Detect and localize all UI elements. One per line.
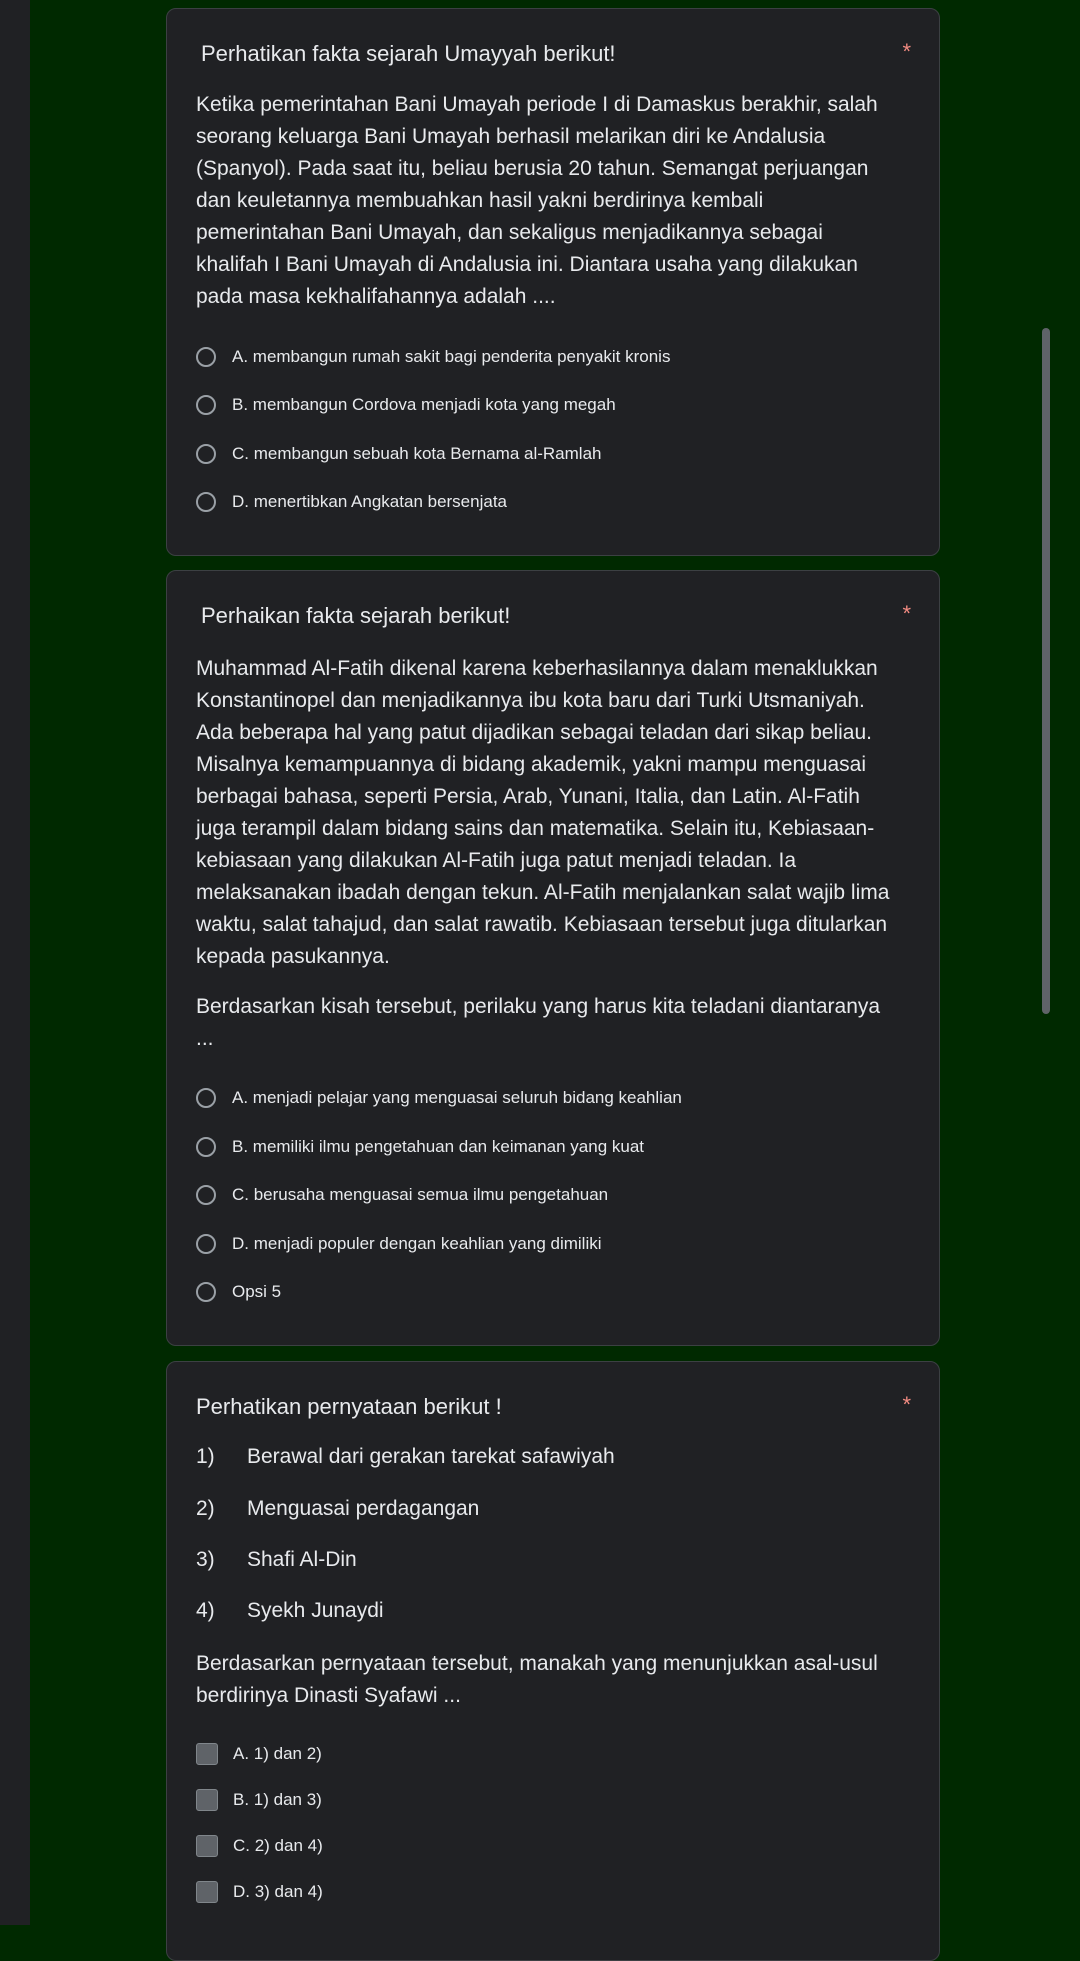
text-line: seorang keluarga Bani Umayah berhasil melarikan diri ke Andalusia — [196, 125, 826, 148]
question-card-1 — [166, 8, 940, 556]
statement-number: 2) — [196, 1497, 215, 1520]
option-label: B. memiliki ilmu pengetahuan dan keimanan yang kuat — [232, 1137, 645, 1156]
checkbox-icon[interactable] — [196, 1881, 218, 1903]
option-label: C. 2) dan 4) — [233, 1836, 323, 1855]
text-line: kebiasaan yang dilakukan Al-Fatih juga patut menjadi teladan. Ia — [196, 849, 797, 872]
text-line: Berdasarkan kisah tersebut, perilaku yang harus kita teladani diantaranya — [196, 995, 881, 1018]
statement-text: Syekh Junaydi — [247, 1599, 384, 1622]
required-asterisk: * — [902, 601, 911, 626]
statement-number: 3) — [196, 1548, 215, 1571]
statement-number: 1) — [196, 1445, 215, 1468]
statement-text: Shafi Al-Din — [247, 1548, 357, 1571]
required-asterisk: * — [902, 39, 911, 64]
radio-option-c[interactable] — [196, 439, 601, 469]
question-text — [196, 653, 916, 973]
radio-circle-icon[interactable] — [196, 1185, 216, 1205]
text-line: ... — [196, 1027, 214, 1050]
text-line: pada masa kekhalifahannya adalah .... — [196, 285, 556, 308]
statement-item — [196, 1497, 479, 1521]
option-label: A. 1) dan 2) — [233, 1744, 322, 1763]
question-title: Perhatikan pernyataan berikut ! — [196, 1394, 502, 1419]
statement-item — [196, 1548, 357, 1572]
vertical-scrollbar[interactable] — [1042, 328, 1050, 1014]
radio-option-c[interactable] — [196, 1180, 608, 1210]
option-label: A. menjadi pelajar yang menguasai seluruh bidang keahlian — [232, 1088, 682, 1107]
text-line: Ketika pemerintahan Bani Umayah periode I di Damaskus berakhir, salah — [196, 93, 878, 116]
option-label: Opsi 5 — [232, 1282, 282, 1301]
text-line: Konstantinopel dan menjadikannya ibu kota baru dari Turki Utsmaniyah. — [196, 689, 865, 712]
radio-option-5[interactable] — [196, 1277, 281, 1307]
statement-text: Menguasai perdagangan — [247, 1497, 480, 1520]
text-line: berdirinya Dinasti Syafawi ... — [196, 1684, 461, 1707]
required-asterisk: * — [902, 1392, 911, 1417]
radio-circle-icon[interactable] — [196, 347, 216, 367]
radio-option-d[interactable] — [196, 1229, 602, 1259]
option-label: D. 3) dan 4) — [233, 1882, 323, 1901]
radio-option-a[interactable] — [196, 1083, 682, 1113]
radio-circle-icon[interactable] — [196, 444, 216, 464]
question-prompt — [196, 1648, 916, 1712]
radio-circle-icon[interactable] — [196, 1088, 216, 1108]
option-label: B. 1) dan 3) — [233, 1790, 322, 1809]
option-label: B. membangun Cordova menjadi kota yang megah — [232, 395, 616, 414]
checkbox-icon[interactable] — [196, 1835, 218, 1857]
option-label: D. menjadi populer dengan keahlian yang dimiliki — [232, 1234, 602, 1253]
radio-circle-icon[interactable] — [196, 1137, 216, 1157]
text-line: berbagai bahasa, seperti Persia, Arab, Yunani, Italia, dan Latin. Al-Fatih — [196, 785, 860, 808]
checkbox-option-b[interactable] — [196, 1785, 322, 1815]
checkbox-icon[interactable] — [196, 1743, 218, 1765]
radio-option-b[interactable] — [196, 1132, 644, 1162]
text-line: khalifah I Bani Umayah di Andalusia ini. Diantara usaha yang dilakukan — [196, 253, 858, 276]
radio-circle-icon[interactable] — [196, 492, 216, 512]
radio-circle-icon[interactable] — [196, 1282, 216, 1302]
text-line: dan keuletannya membuahkan hasil yakni berdirinya kembali — [196, 189, 764, 212]
statement-number: 4) — [196, 1599, 215, 1622]
text-line: waktu, salat tahajud, dan salat rawatib. Kebiasaan tersebut juga ditularkan — [196, 913, 888, 936]
text-line: Misalnya kemampuannya di bidang akademik, yakni mampu menguasai — [196, 753, 867, 776]
text-line: Berdasarkan pernyataan tersebut, manakah yang menunjukkan asal-usul — [196, 1652, 878, 1675]
question-title: Perhatikan fakta sejarah Umayyah berikut! — [201, 41, 616, 66]
text-line: (Spanyol). Pada saat itu, beliau berusia 20 tahun. Semangat perjuangan — [196, 157, 869, 180]
checkbox-option-a[interactable] — [196, 1739, 322, 1769]
text-line: pemerintahan Bani Umayah, dan sekaligus menjadikannya sebagai — [196, 221, 823, 244]
option-label: D. menertibkan Angkatan bersenjata — [232, 492, 508, 511]
left-margin-strip — [0, 0, 30, 1925]
text-line: Muhammad Al-Fatih dikenal karena keberhasilannya dalam menaklukkan — [196, 657, 878, 680]
question-card-3 — [166, 1361, 940, 1961]
question-title: Perhaikan fakta sejarah berikut! — [201, 603, 511, 628]
option-label: C. berusaha menguasai semua ilmu pengetahuan — [232, 1185, 609, 1204]
question-text — [196, 89, 916, 313]
option-label: A. membangun rumah sakit bagi penderita penyakit kronis — [232, 347, 671, 366]
checkbox-icon[interactable] — [196, 1789, 218, 1811]
checkbox-option-d[interactable] — [196, 1877, 323, 1907]
text-line: juga terampil dalam bidang sains dan matematika. Selain itu, Kebiasaan- — [196, 817, 875, 840]
radio-circle-icon[interactable] — [196, 395, 216, 415]
statement-item — [196, 1599, 384, 1623]
checkbox-option-c[interactable] — [196, 1831, 323, 1861]
text-line: kepada pasukannya. — [196, 945, 390, 968]
option-label: C. membangun sebuah kota Bernama al-Ramlah — [232, 444, 602, 463]
text-line: melaksanakan ibadah dengan tekun. Al-Fatih menjalankan salat wajib lima — [196, 881, 890, 904]
text-line: Ada beberapa hal yang patut dijadikan sebagai teladan dari sikap beliau. — [196, 721, 872, 744]
statement-item — [196, 1445, 615, 1469]
radio-option-d[interactable] — [196, 487, 507, 517]
radio-circle-icon[interactable] — [196, 1234, 216, 1254]
radio-option-a[interactable] — [196, 342, 670, 372]
question-prompt — [196, 991, 916, 1055]
radio-option-b[interactable] — [196, 390, 616, 420]
question-card-2 — [166, 570, 940, 1346]
statement-text: Berawal dari gerakan tarekat safawiyah — [247, 1445, 615, 1468]
